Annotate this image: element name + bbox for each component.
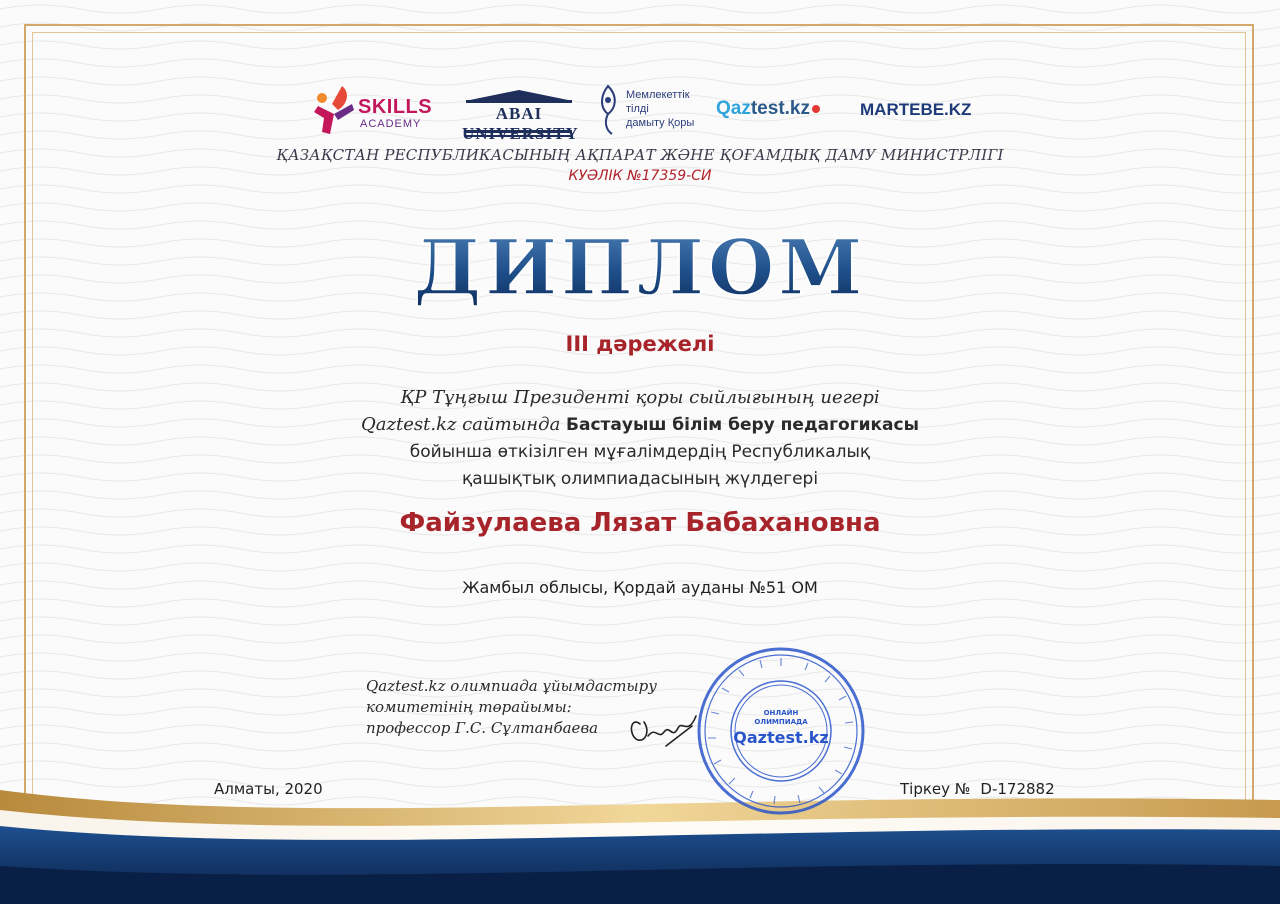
stamp-mid-text: ОЛИМПИАДА	[754, 718, 808, 726]
memlekettik-logo-text	[626, 88, 706, 130]
description-line-3: бойынша өткізілген мұғалімдердің Республикалық	[409, 442, 871, 462]
skills-logo-subtitle: ACADEMY	[360, 118, 422, 130]
diploma-title-text: ДИПЛОМ	[413, 223, 867, 312]
abai-logo-text: ABAI UNIVERSITY	[462, 104, 579, 143]
official-stamp	[696, 646, 866, 816]
qaztest-logo-part-b: test.kz	[750, 98, 810, 119]
memlekettik-til-logo	[594, 82, 704, 138]
qaztest-logo	[716, 98, 840, 124]
signature	[626, 706, 706, 756]
registration-value: D-172882	[980, 780, 1055, 798]
registration-number	[900, 780, 1055, 798]
abai-university-logo	[460, 90, 579, 143]
qaztest-dot-icon	[812, 105, 820, 113]
description-line-2	[240, 411, 1040, 439]
award-description	[240, 384, 1040, 493]
flame-emblem-icon	[594, 84, 622, 136]
skills-figure-icon	[312, 84, 356, 136]
recipient-name: Файзулаева Лязат Бабахановна	[399, 508, 881, 538]
qaztest-logo-part-a: Qaz	[716, 98, 751, 119]
registration-label: Тіркеу №	[900, 780, 971, 798]
qaztest-logo-text	[716, 98, 820, 120]
mem-line-3: дамыту Қоры	[626, 117, 695, 129]
license-number: КУӘЛІК №17359-СИ	[568, 168, 712, 184]
degree-label: III дәрежелі	[565, 332, 715, 356]
committee-line-2: комитетінің төрайымы:	[366, 698, 572, 716]
bottom-wave-decoration	[0, 770, 1280, 904]
description-line-1: ҚР Тұңғыш Президенті қоры сыйлығының иегері	[400, 387, 880, 408]
ministry-header: ҚАЗАҚСТАН РЕСПУБЛИКАСЫНЫҢ АҚПАРАТ ЖӘНЕ ҚОҒАМДЫҚ ДАМУ МИНИСТРЛІГІ	[276, 146, 1004, 164]
description-subject: Бастауыш білім беру педагогикасы	[566, 415, 919, 435]
recipient-school: Жамбыл облысы, Қордай ауданы №51 ОМ	[462, 578, 818, 597]
martebe-logo	[860, 100, 970, 126]
martebe-logo-text: MARTEBE.KZ	[860, 100, 972, 119]
city-year: Алматы, 2020	[214, 780, 323, 798]
committee-line-3: профессор Г.С. Сұлтанбаева	[366, 719, 599, 737]
description-line-4: қашықтық олимпиадасының жүлдегері	[461, 469, 819, 489]
mem-line-1: Мемлекеттік	[626, 89, 690, 101]
stamp-brand-text: Qaztest.kz	[733, 728, 829, 747]
skills-logo-title: SKILLS	[358, 96, 433, 118]
diploma-title	[400, 212, 880, 312]
description-site: Qaztest.kz сайтында	[361, 414, 561, 435]
mem-line-2: тілді	[626, 103, 649, 115]
skills-academy-logo	[312, 80, 432, 138]
committee-line-1: Qaztest.kz олимпиада ұйымдастыру	[366, 677, 657, 695]
stamp-top-text: ОНЛАЙН	[763, 709, 799, 717]
partner-logos	[300, 78, 980, 143]
